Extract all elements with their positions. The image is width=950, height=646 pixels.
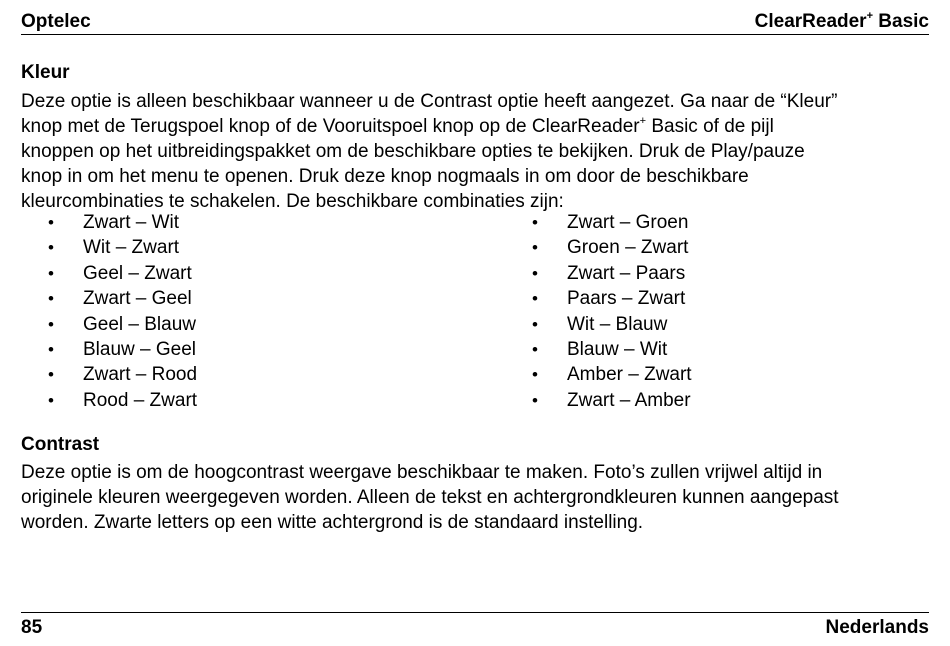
paragraph-contrast [21,460,931,535]
list-item-label: Zwart – Groen [567,212,689,233]
list-item-label: Wit – Zwart [83,237,180,259]
bullet-icon: • [532,365,538,385]
header-product-superscript: + [866,9,874,22]
paragraph-line: Deze optie is alleen beschikbaar wanneer u de Contrast optie heeft aangezet. Ga naar de “Kleur” [21,91,838,112]
paragraph-line: knop in om het menu te openen. Druk deze knop nogmaals in om door de beschikbare [21,166,749,187]
bullet-icon: • [532,238,538,258]
paragraph-line: kleurcombinaties te schakelen. De beschikbare combinaties zijn: [21,191,564,212]
header-brand: Optelec [21,11,91,32]
bullet-icon: • [48,263,54,283]
paragraph-line-part: knop met de Terugspoel knop of de Vooruitspoel knop op de ClearReader [21,116,640,137]
bullet-icon: • [532,390,538,410]
page-footer [21,612,929,639]
bullet-icon: • [48,390,54,410]
paragraph-line: originele kleuren weergegeven worden. Alleen de tekst en achtergrondkleuren kunnen aangepast [21,487,839,508]
list-item-label: Zwart – Amber [567,389,691,411]
bullet-icon: • [532,339,538,359]
bullet-icon: • [532,289,538,309]
list-item-label: Zwart – Rood [83,364,198,386]
list-item-label: Amber – Zwart [567,364,692,386]
header-product-title [754,9,929,32]
paragraph-line [21,114,931,139]
bullet-icon: • [48,314,54,334]
bullet-icon: • [532,213,538,232]
list-item-label: Geel – Blauw [83,313,197,335]
list-item-label: Zwart – Geel [83,288,192,310]
bullet-icon: • [48,213,54,232]
page-header [21,9,929,35]
section-heading-contrast: Contrast [21,434,100,455]
paragraph-kleur [21,89,931,214]
paragraph-line: worden. Zwarte letters op een witte achtergrond is de standaard instelling. [21,512,644,533]
header-product-suffix: Basic [873,11,929,32]
list-item-label: Zwart – Wit [83,212,180,233]
header-product-name: ClearReader [754,11,867,32]
paragraph-line: knoppen op het uitbreidingspakket om de beschikbare opties te bekijken. Druk de Play/pauze [21,141,805,162]
bullet-icon: • [48,289,54,309]
list-item-label: Geel – Zwart [83,262,192,284]
list-item-label: Rood – Zwart [83,389,198,411]
footer-language: Nederlands [825,617,929,638]
list-item-label: Blauw – Wit [567,338,668,360]
list-item-label: Wit – Blauw [567,313,668,335]
section-heading-kleur: Kleur [21,62,70,83]
list-item-label: Groen – Zwart [567,237,689,259]
paragraph-line: Deze optie is om de hoogcontrast weergave beschikbaar te maken. Foto’s zullen vrijwel altijd in [21,462,823,483]
page-number: 85 [21,617,43,638]
bullet-icon: • [532,314,538,334]
list-item-label: Zwart – Paars [567,262,686,284]
bullet-icon: • [48,339,54,359]
list-item-label: Blauw – Geel [83,338,197,360]
bullet-icon: • [48,365,54,385]
list-item-label: Paars – Zwart [567,288,686,310]
paragraph-line-part: Basic of de pijl [646,116,774,137]
paragraph-line-superscript: + [639,114,647,127]
bullet-icon: • [48,238,54,258]
bullet-icon: • [532,263,538,283]
